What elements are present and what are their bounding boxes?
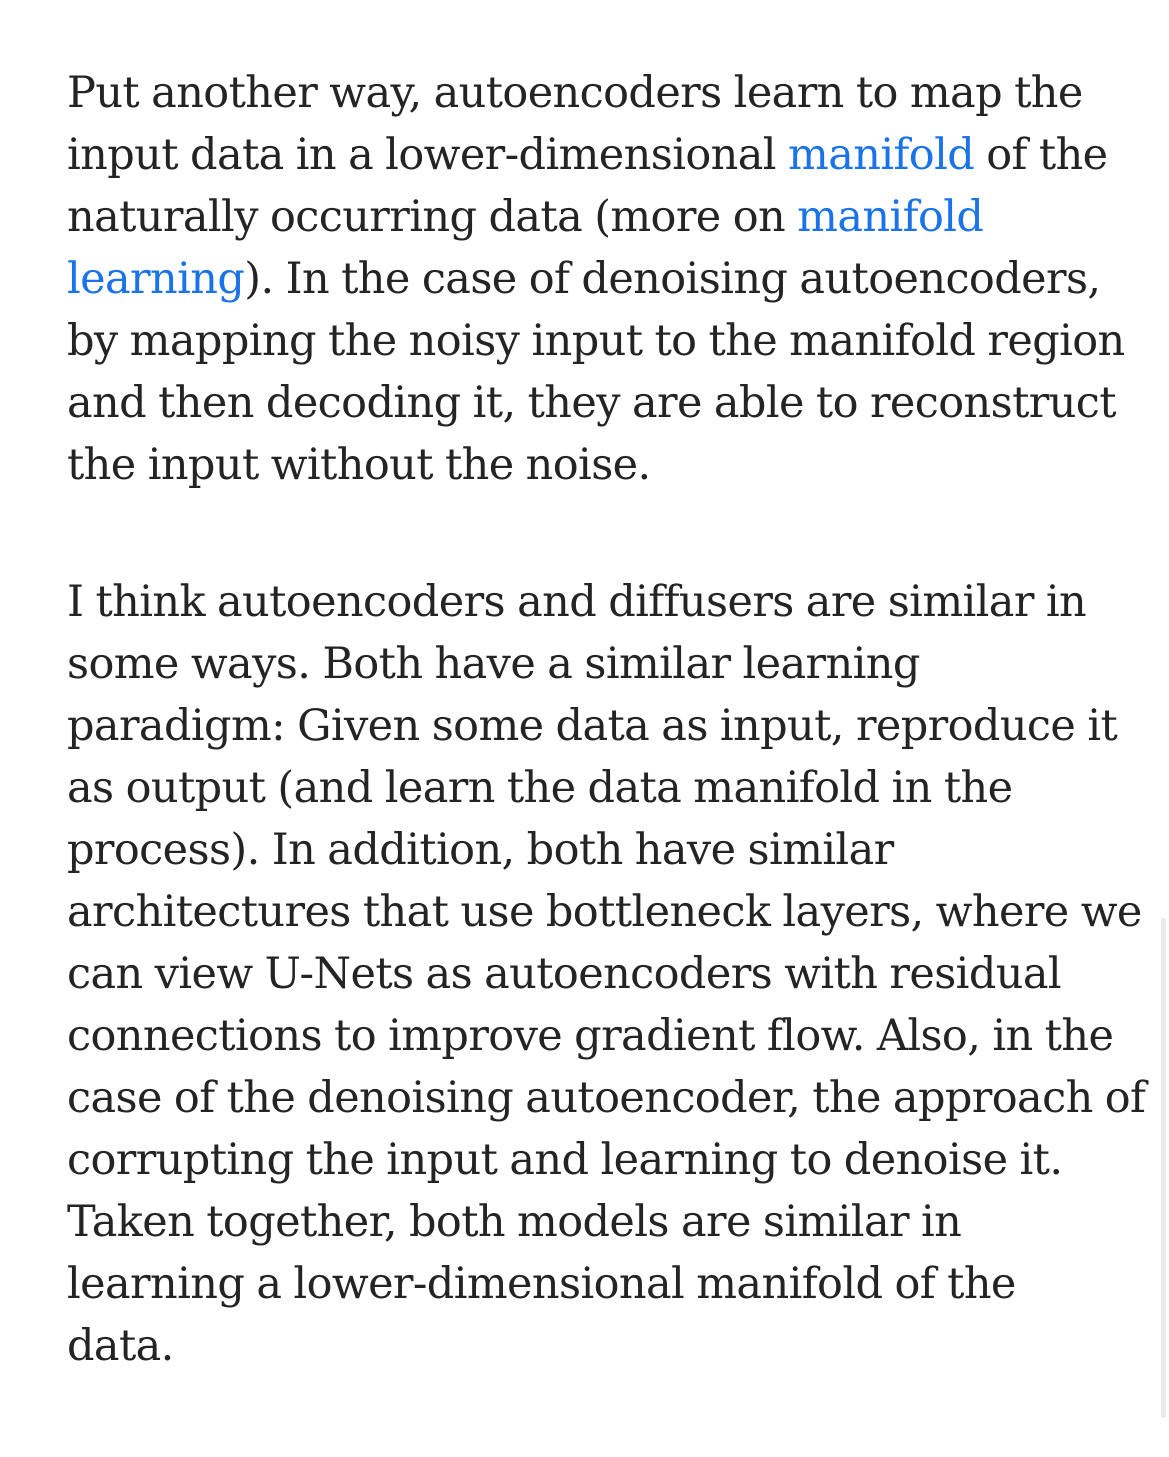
scrollbar[interactable] [1161,918,1166,1418]
manifold-learning-link[interactable]: manifold [797,192,984,242]
text-line [67,186,1127,248]
text-line: Put another way, autoencoders learn to map the [67,68,1083,118]
text-line: by mapping the noisy input to the manifold region [67,316,1125,366]
manifold-link[interactable]: manifold [788,130,975,180]
text-line: case of the denoising autoencoder, the approach of [67,1073,1146,1123]
text-line: the input without the noise. [67,440,651,490]
text-line: some ways. Both have a similar learning [67,639,920,689]
text-segment: of the [974,130,1108,180]
text-segment: naturally occurring data (more on [67,192,798,242]
text-line: as output (and learn the data manifold in the [67,763,1013,813]
text-line: corrupting the input and learning to denoise it. [67,1135,1063,1185]
text-line: can view U-Nets as autoencoders with residual [67,949,1062,999]
text-line: I think autoencoders and diffusers are similar in [67,577,1087,627]
text-segment: input data in a lower-dimensional [67,130,789,180]
paragraph-autoencoders-manifold [67,62,1127,496]
article-body [67,62,1146,1377]
text-line [67,124,1127,186]
paragraph-similarities [67,571,1146,1377]
text-segment: ). In the case of denoising autoencoders, [244,254,1101,304]
manifold-learning-link-continued[interactable]: learning [67,254,245,304]
text-line: data. [67,1321,174,1371]
text-line: process). In addition, both have similar [67,825,894,875]
text-line: and then decoding it, they are able to reconstruct [67,378,1116,428]
text-line: Taken together, both models are similar in [67,1197,962,1247]
text-line: connections to improve gradient flow. Also, in the [67,1011,1114,1061]
text-line: architectures that use bottleneck layers, where we [67,887,1142,937]
text-line [67,248,1127,310]
text-line: learning a lower-dimensional manifold of the [67,1259,1016,1309]
text-line: paradigm: Given some data as input, reproduce it [67,701,1118,751]
